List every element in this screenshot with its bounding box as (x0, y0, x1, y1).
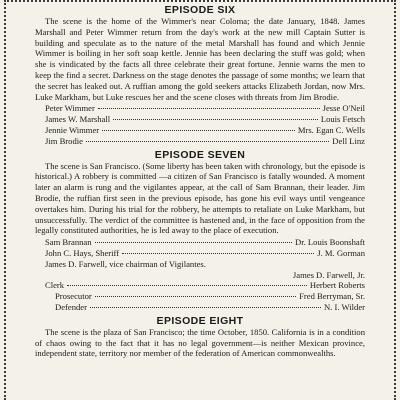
cast-actor: Louis Fetsch (320, 114, 365, 125)
episode-seven-scene: The scene is San Francisco. (Some liberty has been taken with chronology, but the episode is historical.) A robbery is committed —a citizen of San Francisco is fatally wounded. A moment later an alarm is rung and the vigilantes appear, at the call of Sam Brannan, their leader. Jim Brodie, the ruffian first seen in the previous episode, has gone his evil ways until vengeance overtakes him. During his trial for the robbery, he attempts to retaliate on Luke Markham, but unsuccessfully. The verdict of the committee is hastened and, in the face of opposition from the legally constituted authorities, he is led away to the place of execution. (35, 160, 365, 236)
cast-row (45, 125, 365, 136)
cast-actor: Jesse O'Neil (322, 103, 365, 114)
cast-row (45, 237, 365, 248)
cast-role: Jim Brodie (45, 135, 83, 146)
dotted-border-right (391, 0, 396, 400)
leader-dots (122, 253, 314, 254)
episode-six-title: EPISODE SIX (164, 4, 236, 16)
cast-actor: Dr. Louis Boonshaft (295, 237, 365, 248)
cast-actor: Dell Linz (332, 135, 365, 146)
cast-role: Jennie Wimmer (45, 124, 100, 135)
cast-actor: J. M. Gorman (317, 247, 365, 258)
episode-eight-title: EPISODE EIGHT (156, 314, 244, 327)
episode-seven-cast (45, 237, 365, 313)
episode-six-cast (45, 103, 365, 146)
cast-row (45, 248, 365, 259)
cast-row (45, 302, 365, 313)
leader-dots (102, 130, 295, 131)
cast-role: Defender (55, 301, 87, 312)
cast-row (45, 259, 365, 270)
cast-actor: James D. Farwell, Jr. (292, 269, 365, 280)
episode-seven-title: EPISODE SEVEN (154, 148, 246, 161)
cast-role: John C. Hays, Sheriff (45, 247, 120, 258)
leader-dots (98, 108, 320, 109)
cast-actor: Fred Berryman, Sr. (299, 291, 365, 302)
cast-role: James D. Farwell, vice chairman of Vigilantes. (45, 258, 206, 269)
cast-row (45, 114, 365, 125)
cast-row (45, 291, 365, 302)
cast-role: Peter Wimmer (45, 103, 95, 114)
episode-eight-scene: The scene is the plaza of San Francisco; the time October, 1850. California is in a condition of chaos owing to the fact that it has no legal government—is neither Mexican province, independent state, territory nor member of the federation of American commonwealths. (35, 326, 365, 359)
leader-dots (86, 141, 329, 142)
leader-dots (95, 242, 293, 243)
cast-role: Clerk (45, 280, 65, 291)
dotted-border-top (4, 0, 396, 5)
cast-role: James W. Marshall (45, 114, 111, 125)
episode-six-scene: The scene is the home of the Wimmer's near Coloma; the date January, 1848. James Marshall and Peter Wimmer return from the day's work at the new mill Captain Sutter is building and speculate as to the nature of the metal Marshall has found and which Jennie Wimmer is boiling in her soft soap kettle. Jennie has been declaring the stuff was gold; when she is vindicated by the facts all three celebrate their great fortune. Jennie warns the men to keep the find a secret. Darkness on the stage denotes the passage of some months; we learn that the secret has leaked out. A ruffian among the gold seekers attacks Elizabeth Jordan, now Mrs. Luke Markham, but Luke rescues her and the scene closes with threats from Jim Brodie. (35, 16, 365, 102)
cast-role: Prosecutor (55, 291, 92, 302)
cast-row (45, 280, 365, 291)
leader-dots (113, 119, 318, 120)
leader-dots (95, 296, 296, 297)
leader-dots (67, 285, 307, 286)
cast-row (45, 103, 365, 114)
cast-actor: N. I. Wilder (323, 301, 365, 312)
cast-role: Sam Brannan (45, 237, 92, 248)
cast-row (45, 270, 365, 281)
leader-dots (90, 307, 321, 308)
program-column (35, 4, 365, 359)
cast-actor: Herbert Roberts (309, 280, 365, 291)
dotted-border-left (4, 0, 9, 400)
cast-actor: Mrs. Egan C. Wells (297, 124, 365, 135)
cast-row (45, 136, 365, 147)
